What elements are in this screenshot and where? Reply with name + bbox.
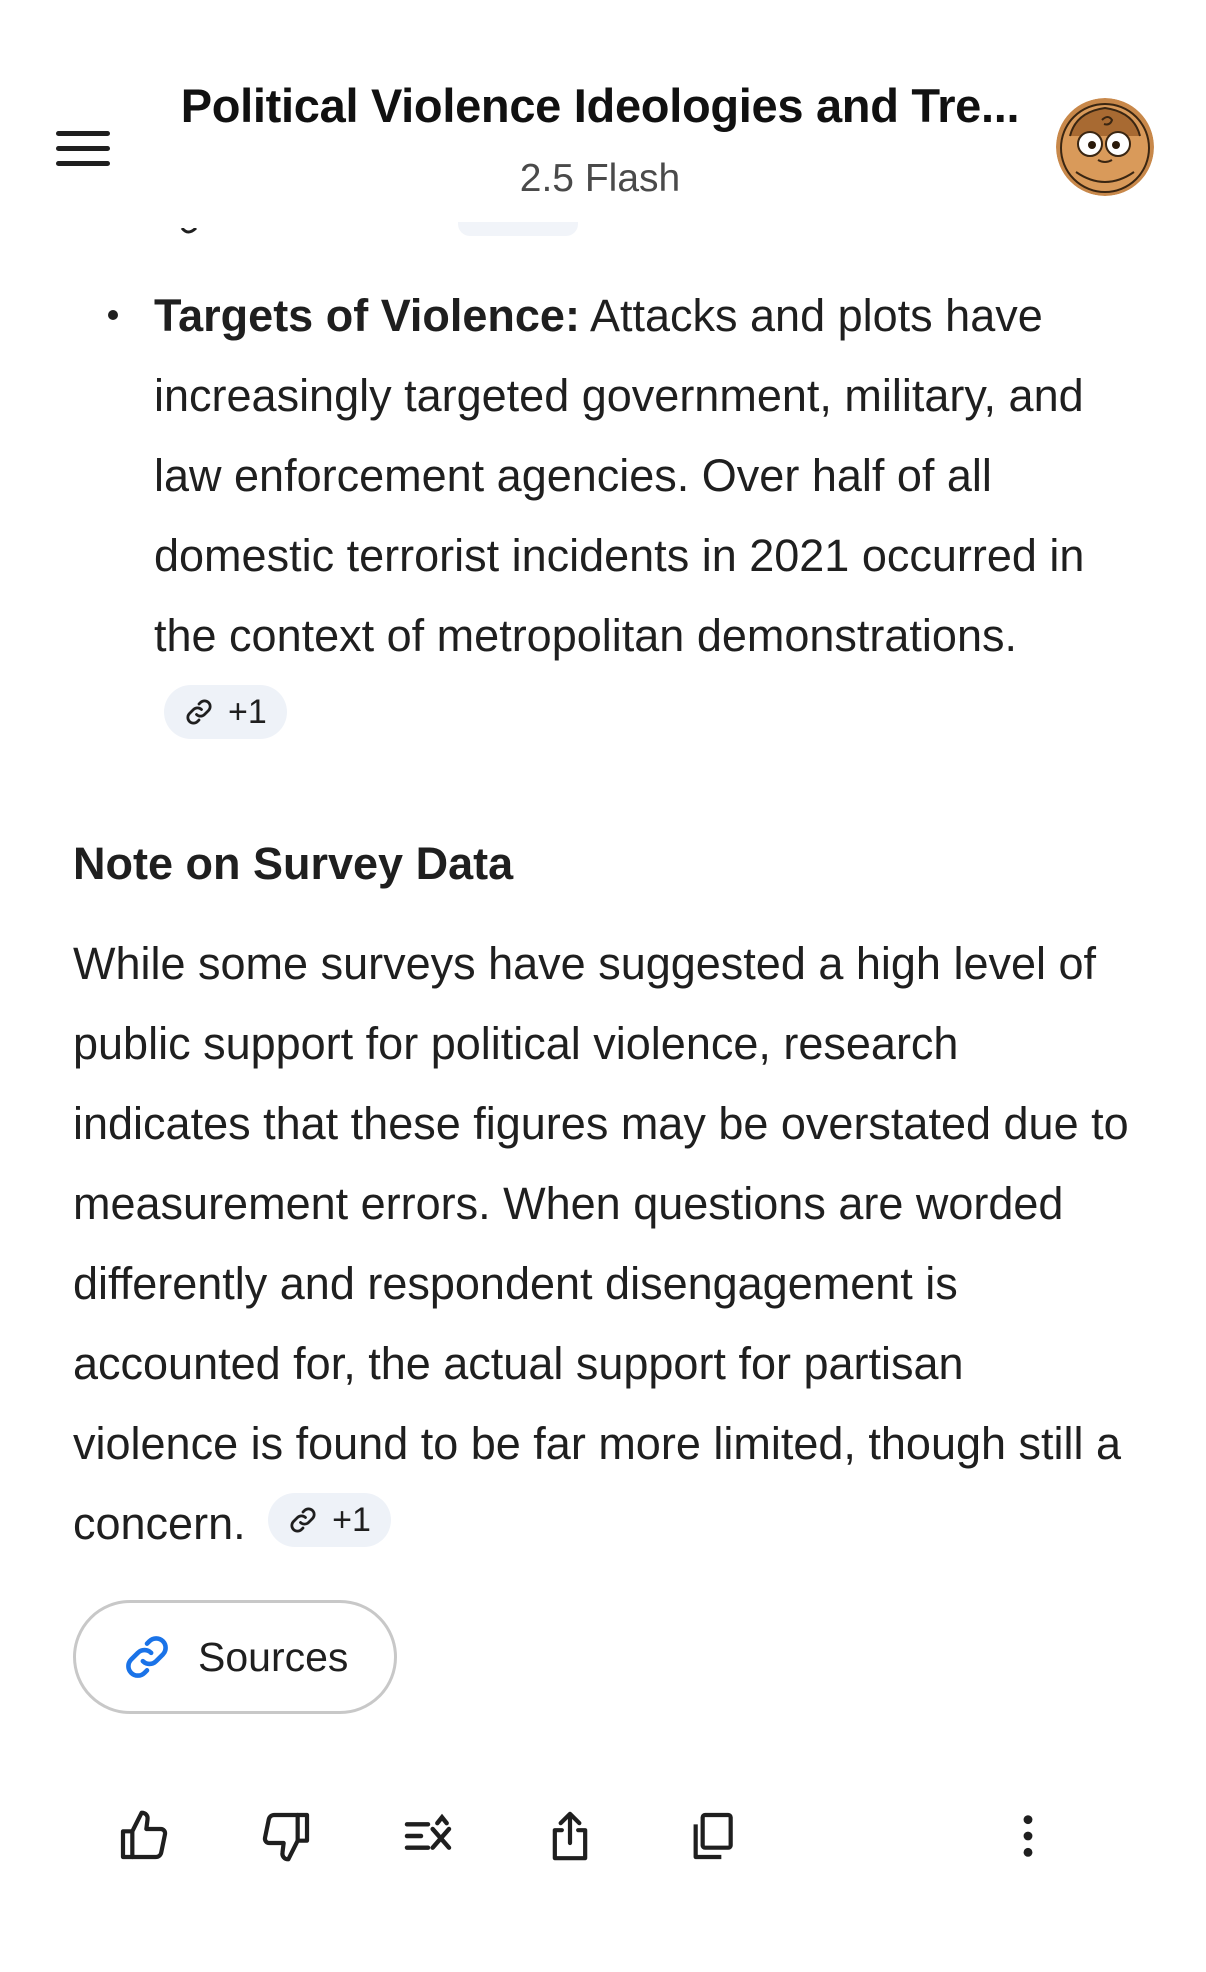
thumbs-up-icon — [116, 1808, 172, 1864]
hamburger-menu-icon — [56, 131, 110, 136]
thumbs-down-button[interactable] — [254, 1804, 318, 1868]
source-chip[interactable] — [268, 1493, 391, 1547]
more-vertical-icon — [1000, 1808, 1056, 1864]
modify-response-button[interactable] — [396, 1804, 460, 1868]
bullet-point — [108, 310, 118, 320]
menu-button[interactable] — [50, 122, 118, 174]
bullet-item-targets — [154, 276, 1114, 756]
chip-count: +1 — [332, 1501, 371, 1539]
user-avatar[interactable] — [1056, 98, 1154, 196]
share-button[interactable] — [538, 1804, 602, 1868]
link-icon — [288, 1505, 318, 1535]
bullet-text: Attacks and plots have increasingly targeted government, military, and law enforcement agencies. Over half of all domestic terrorist incidents in 2021 occurred in the context of metropolitan demonstrations. — [154, 290, 1085, 661]
app-header — [0, 0, 1206, 236]
copy-button[interactable] — [680, 1804, 744, 1868]
share-icon — [542, 1808, 598, 1864]
clipped-chip-remnant — [458, 222, 578, 236]
model-selector: 2.5 Flash — [519, 157, 681, 200]
clipped-text-remnant — [178, 228, 208, 236]
more-options-button[interactable] — [996, 1804, 1060, 1868]
section-heading: Note on Survey Data — [73, 838, 514, 889]
paragraph-text: While some surveys have suggested a high level of public support for political violence, research indicates that these figures may be overstated due to measurement errors. When questions are worded differently and respondent disengagement is accounted for, the actual support for partisan violence is found to be far more limited, though still a concern. — [73, 938, 1129, 1549]
avatar-icon — [1056, 98, 1154, 196]
link-icon — [122, 1632, 172, 1682]
thumbs-up-button[interactable] — [112, 1804, 176, 1868]
source-chip[interactable] — [164, 685, 287, 739]
sources-button[interactable] — [73, 1600, 397, 1714]
conversation-title-block[interactable] — [150, 78, 1050, 201]
thumbs-down-icon — [258, 1808, 314, 1864]
survey-paragraph — [73, 924, 1133, 1564]
sources-label: Sources — [198, 1633, 349, 1680]
conversation-title: Political Violence Ideologies and Tre... — [180, 79, 1020, 132]
link-icon — [184, 697, 214, 727]
chip-count: +1 — [228, 693, 267, 731]
copy-icon — [684, 1808, 740, 1864]
bullet-label: Targets of Violence: — [154, 290, 580, 341]
modify-response-icon — [400, 1808, 456, 1864]
